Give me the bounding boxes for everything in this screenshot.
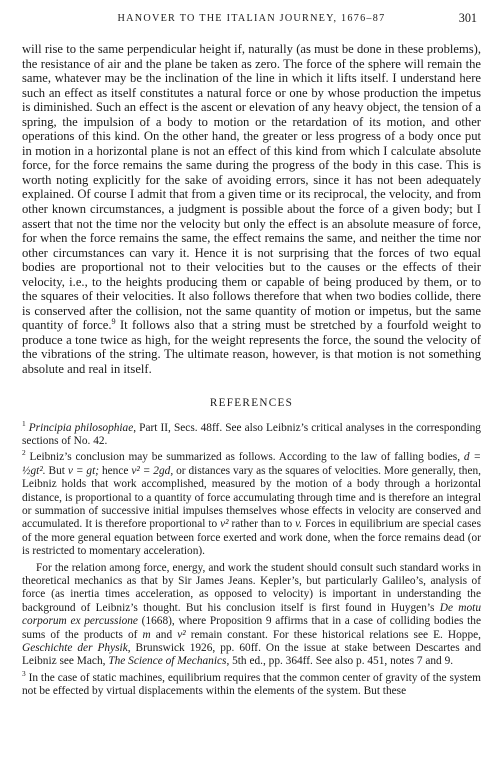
note-1 [22, 418, 481, 449]
note-text: , Part II, Secs. 48ff. See also Leibniz’s critical analyses in the corresponding sections of No. 42. [22, 421, 481, 447]
note-number: 2 [22, 448, 26, 458]
variable: v. [295, 518, 303, 531]
running-title: HANOVER TO THE ITALIAN JOURNEY, 1676–87 [117, 13, 386, 24]
note-text: , 5th ed., pp. 364ff. See also p. 451, notes 7 and 9. [226, 655, 454, 668]
work-title: The Science of Mechanics [108, 655, 227, 668]
equation: v² = 2gd, [131, 464, 174, 477]
variable: m [142, 628, 151, 641]
note-number: 1 [22, 418, 26, 428]
work-title: Principia philosophiae [28, 421, 134, 434]
work-title: De motu corporum ex percussione [22, 601, 481, 628]
page-number: 301 [458, 11, 477, 25]
note-text: rather than to [228, 518, 296, 531]
footnote-ref: 9 [111, 317, 116, 327]
note-3 [22, 669, 481, 699]
note-text: and [150, 628, 178, 641]
note-text: , Brunswick 1926, pp. 60ff. On the issue at stake between Descartes and Leibniz see Mach, [22, 642, 481, 668]
note-text: In the case of static machines, equilibrium requires that the common center of gravity of the system not be effected by virtual displacements within the elements of the system. But these [22, 671, 481, 698]
note-text: Forces in equilibrium are special cases of the more general equation between force exerted and work done, when the force remains dead (or is restricted to momentary acceleration). [22, 518, 481, 558]
note-text: hence [99, 464, 132, 477]
note-number: 3 [22, 669, 26, 679]
note-text: For the relation among force, energy, and work the student should consult such standard works in theoretical mechanics as that by Sir James Jeans. Kepler’s, but particularly Galileo’s, analysis of force (as inertia times acceleration, as opposed to velocity) is important in understanding the background of Leibniz’s thought. But his conclusion itself is first found in Huygen’s [22, 561, 481, 614]
note-text: But [45, 464, 68, 477]
equation: v = gt; [67, 464, 100, 477]
running-head [22, 10, 481, 28]
paragraph-text: will rise to the same perpendicular height if, naturally (as must be done in these problems), the resistance of air and the plane be taken as zero. The force of the sphere will remain the same, whatever may be the inclination of the line in which it lifts itself. I understand here such an effect as itself constitutes a natural force or one by whose production the impetus is diminished. Such an effect is the ascent or elevation of any heavy object, the tension of a spring, the impulsion of a body to motion or the retardation of its motion, and other operations of this kind. On the other hand, the greater or less progress of a body once put in motion in a horizontal plane is not an effect of this kind from which I calculate absolute force, for the force remains the same during the progress of the body in this case. This is worth noting explicitly for the sake of avoiding errors, since it has not been adequately explained. Of course I admit that from a given time or its reciprocal, the velocity, and from other known circumstances, a judgment is possible about the force of a given body; but I assert that not the time nor the velocity but only the effect is an absolute measure of force, for when the force remains the same, the effect remains the same, and neither the time nor other circumstances can vary it. Hence it is not surprising that the forces of two equal bodies are proportional not to their velocities but to the causes or the effects of their velocity, i.e., to the heights producing them or capable of being produced by them, or to the squares of their velocities. It also follows therefore that when two bodies collide, there is conserved after the collision, not the same quantity of motion or impetus, but the same quantity of force. [22, 42, 481, 333]
note-2 [22, 448, 482, 558]
paragraph-text-end: It follows also that a string must be stretched by a fourfold weight to produce a tone twice as high, for the weight represents the force, the sound the velocity of the vibrations of the string. The ultimate reason, however, is that motion is not something absolute and real in itself. [22, 318, 482, 377]
work-title: Geschichte der Physik [22, 642, 128, 655]
variable: v² [177, 628, 186, 641]
body-paragraph [22, 42, 481, 377]
variable: v² [220, 518, 229, 531]
note-text: Leibniz’s conclusion may be summarized as follows. According to the law of falling bodies, [25, 451, 464, 464]
note-text: remain constant. For these historical relations see E. Hoppe, [185, 628, 481, 641]
note-text: (1668), where Proposition 9 affirms that in a case of colliding bodies the sums of the products of [22, 615, 481, 641]
references-heading: REFERENCES [209, 396, 294, 409]
note-text: or distances vary as the squares of velocities. More generally, then, Leibniz holds that work accomplished, measured by the motion of a body through a horizontal distance, is proportional to a quantity of force accumulating through time and is therefore an integral or summation of successive initial impulses themselves whose effects in velocity are conserved and accumulated. It is therefore proportional to [22, 464, 481, 531]
note-2-continued [22, 562, 481, 669]
reference-notes [22, 418, 482, 699]
equation: d = ½gt². [22, 451, 482, 477]
body-text [22, 42, 481, 377]
